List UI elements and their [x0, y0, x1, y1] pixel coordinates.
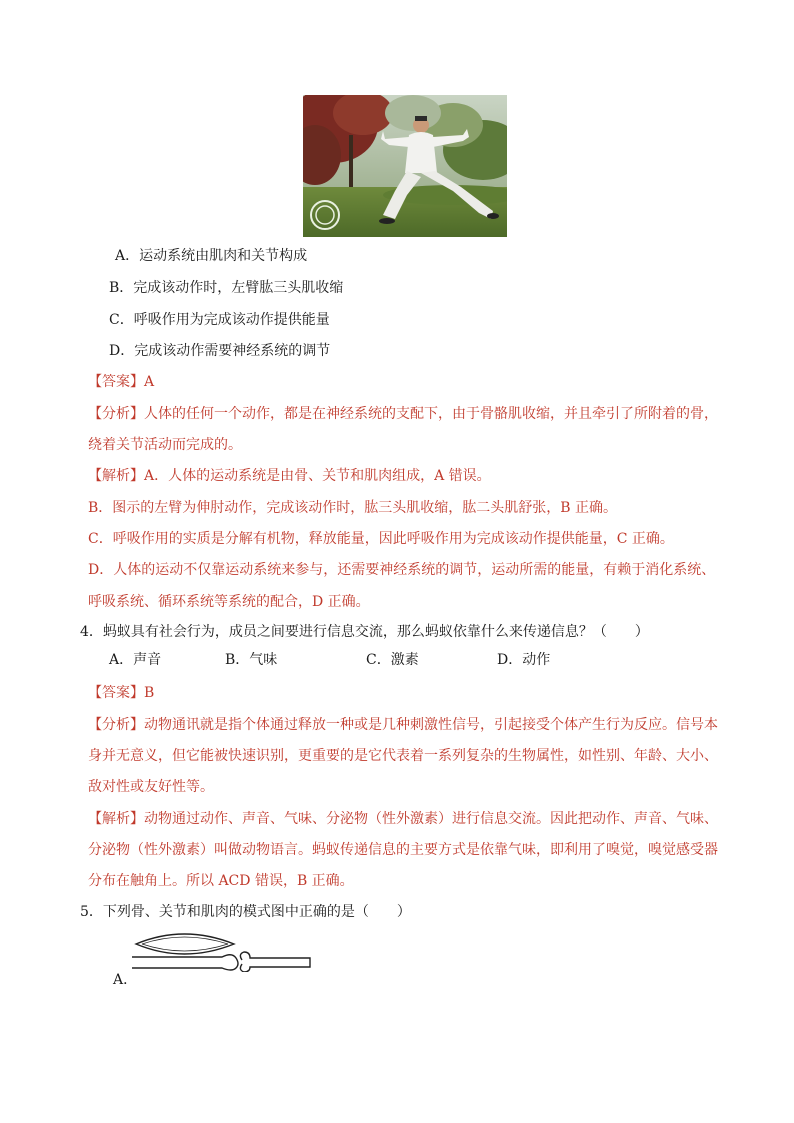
q5-stem: 5．下列骨、关节和肌肉的模式图中正确的是（ ） [80, 904, 411, 920]
q4-option-b: B．气味 [225, 652, 278, 668]
tai-chi-photo [303, 95, 507, 237]
q3-option-b: B．完成该动作时，左臂肱三头肌收缩 [109, 280, 344, 296]
q4-option-a: A．声音 [109, 652, 162, 668]
q4-analysis-line-3: 敌对性或友好性等。 [88, 779, 214, 795]
q3-explanation-line-2: B．图示的左臂为伸肘动作，完成该动作时，肱三头肌收缩，肱二头肌舒张，B 正确。 [88, 500, 618, 516]
q3-option-a: A．运动系统由肌肉和关节构成 [115, 248, 308, 264]
bone-joint-muscle-diagram [132, 930, 312, 972]
q3-option-d: D．完成该动作需要神经系统的调节 [109, 343, 331, 359]
q4-explanation-line-2: 分泌物（性外激素）叫做动物语言。蚂蚁传递信息的主要方式是依靠气味，即利用了嗅觉，嗅觉感受器 [88, 842, 718, 858]
q4-option-c: C．激素 [366, 652, 419, 668]
q4-option-d: D．动作 [497, 652, 551, 668]
q3-explanation-line-3: C．呼吸作用的实质是分解有机物，释放能量，因此呼吸作用为完成该动作提供能量，C 正确。 [88, 531, 674, 547]
q4-explanation-line-3: 分布在触角上。所以 ACD 错误，B 正确。 [88, 873, 354, 889]
q3-explanation-line-1: 【解析】A．人体的运动系统是由骨、关节和肌肉组成，A 错误。 [88, 468, 491, 484]
q4-explanation-line-1: 【解析】动物通过动作、声音、气味、分泌物（性外激素）进行信息交流。因此把动作、声音、气味、 [88, 811, 718, 827]
q3-answer: 【答案】A [88, 374, 155, 390]
q4-stem: 4．蚂蚁具有社会行为，成员之间要进行信息交流，那么蚂蚁依靠什么来传递信息？（ ） [80, 624, 649, 640]
q4-analysis-line-2: 身并无意义，但它能被快速识别，更重要的是它代表着一系列复杂的生物属性，如性别、年龄、大小、 [88, 748, 718, 764]
q4-answer: 【答案】B [88, 685, 155, 701]
q3-option-c: C．呼吸作用为完成该动作提供能量 [109, 312, 330, 328]
q3-analysis-line-2: 绕着关节活动而完成的。 [88, 437, 242, 453]
q3-explanation-line-4: D．人体的运动不仅靠运动系统来参与，还需要神经系统的调节，运动所需的能量，有赖于消化系统、 [88, 562, 716, 578]
q3-explanation-line-5: 呼吸系统、循环系统等系统的配合，D 正确。 [88, 594, 370, 610]
q4-analysis-line-1: 【分析】动物通讯就是指个体通过释放一种或是几种刺激性信号，引起接受个体产生行为反应。信号本 [88, 717, 718, 733]
q3-analysis-line-1: 【分析】人体的任何一个动作，都是在神经系统的支配下，由于骨骼肌收缩，并且牵引了所附着的骨， [88, 406, 718, 422]
q5-option-a-label: A． [113, 972, 138, 988]
